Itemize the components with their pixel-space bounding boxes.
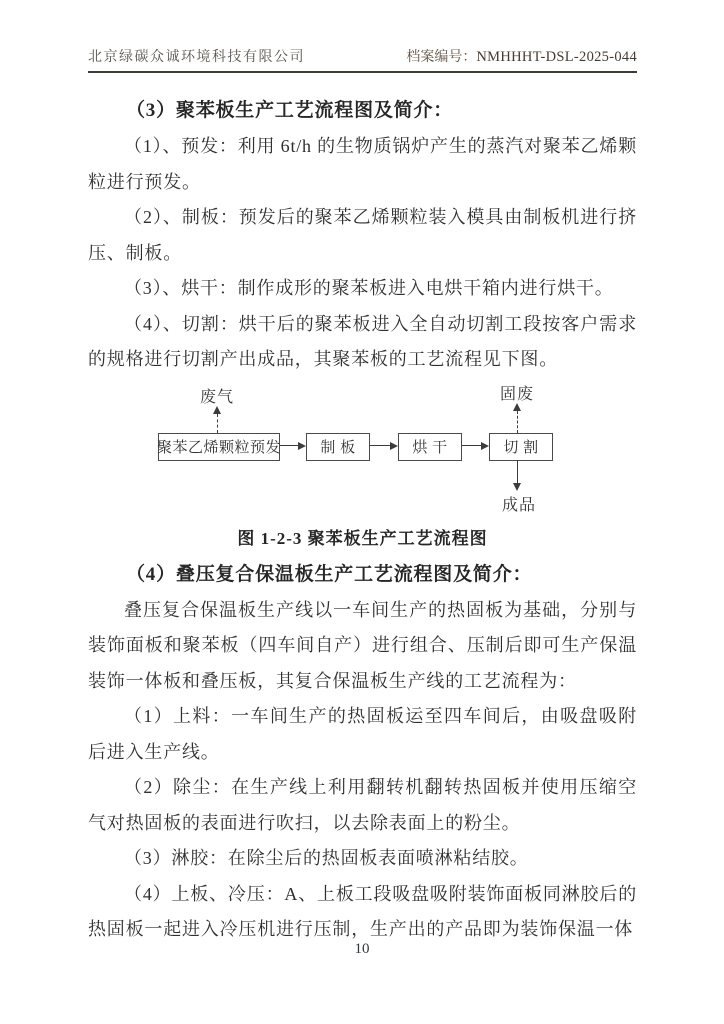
company-name: 北京绿碳众诚环境科技有限公司 [88,50,305,65]
paragraph: （1）、预发：利用 6t/h 的生物质锅炉产生的蒸汽对聚苯乙烯颗粒进行预发。 [88,136,637,192]
paragraph: （1）上料：一车间生产的热固板运至四车间后，由吸盘吸附后进入生产线。 [88,706,637,762]
document-body [88,92,637,948]
section3-heading: （3）聚苯板生产工艺流程图及简介： [126,100,454,121]
process-box-prefoaming: 聚苯乙烯颗粒预发 [158,433,280,461]
process-box-board-making: 制 板 [306,433,370,461]
archive-label: 档案编号： [406,50,477,65]
archive-number-field [406,46,637,66]
process-flow-diagram [88,380,637,516]
process-box-cutting: 切 割 [489,433,553,461]
product-label: 成品 [502,496,537,514]
paragraph: 叠压复合保温板生产线以一车间生产的热固板为基础，分别与装饰面板和聚苯板（四车间自产）进行组合、压制后即可生产保温装饰一体板和叠压板，其复合保温板生产线的工艺流程为： [88,599,637,691]
solid-waste-label: 固废 [500,385,535,403]
figure-caption: 图 1-2-3 聚苯板生产工艺流程图 [237,528,488,548]
paragraph: （2）、制板：预发后的聚苯乙烯颗粒装入模具由制板机进行挤压、制板。 [88,207,637,263]
paragraph: （3）、烘干：制作成形的聚苯板进入电烘干箱内进行烘干。 [124,278,614,298]
archive-number: NMHHHT-DSL-2025-044 [476,49,637,65]
paragraph: （2）除尘：在生产线上利用翻转机翻转热固板并使用压缩空气对热固板的表面进行吹扫，以去除表面上的粉尘。 [88,777,637,833]
dashed-arrow-up-icon [513,403,521,433]
arrow-right-icon [369,442,398,450]
dashed-arrow-up-icon [213,406,221,433]
arrow-right-icon [461,442,489,450]
paragraph: （3）淋胶：在除尘后的热固板表面喷淋粘结胶。 [124,848,529,868]
arrow-right-icon [279,442,306,450]
paragraph: （4）、切割：烘干后的聚苯板进入全自动切割工段按客户需求的规格进行切割产出成品，其聚苯板的工艺流程见下图。 [88,313,637,369]
arrow-down-icon [513,460,521,491]
paragraph: （4）上板、冷压：A、上板工段吸盘吸附装饰面板同淋胶后的热固板一起进入冷压机进行压制，生产出的产品即为装饰保温一体 [88,883,637,939]
section4-heading: （4）叠压复合保温板生产工艺流程图及简介： [126,563,533,585]
page-header [88,46,637,73]
page-number: 10 [354,941,370,957]
waste-gas-label: 废气 [200,388,235,406]
process-box-drying: 烘 干 [398,433,462,461]
